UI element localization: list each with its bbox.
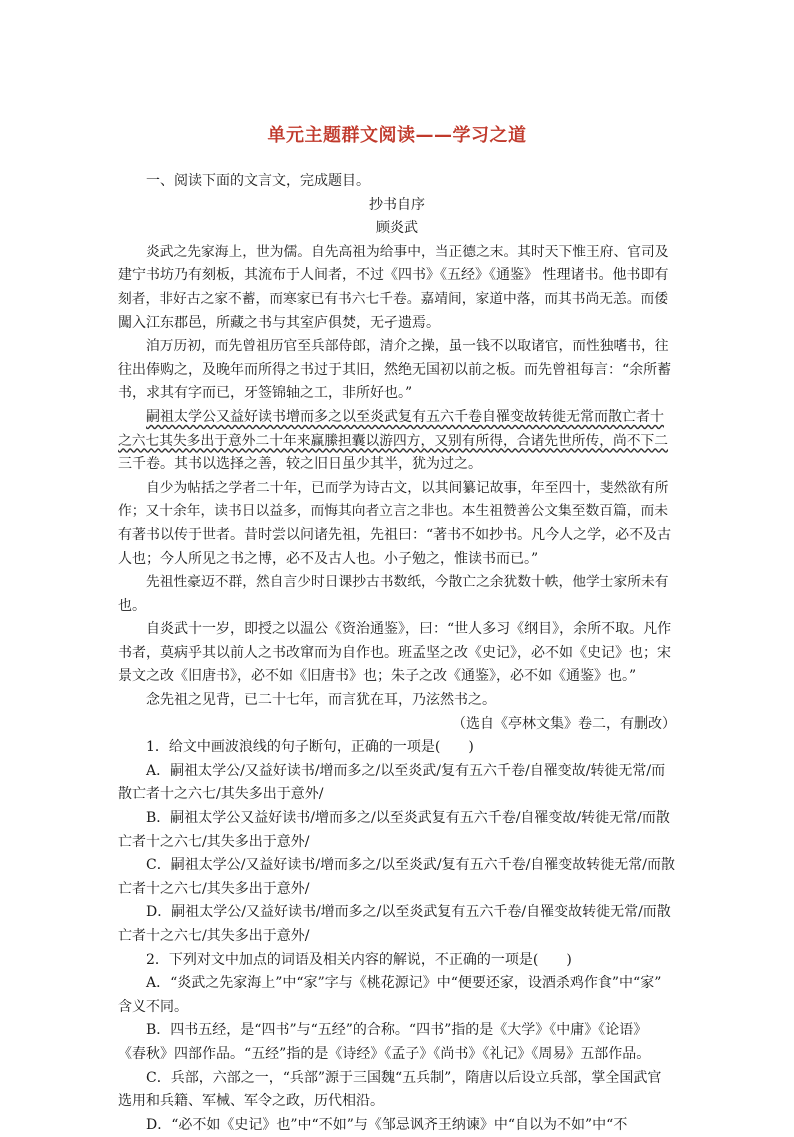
question-2-option-b: B．四书五经，是“四书”与“五经”的合称。“四书”指的是《大学》《中庸》《论语》 bbox=[146, 1022, 648, 1039]
document-title: 单元主题群文阅读——学习之道 bbox=[267, 125, 527, 146]
passage-line: 洎万历初，而先曾祖历官至兵部侍郎，清介之操，虽一钱不以取诸官，而性独嗜书，往 bbox=[146, 338, 669, 355]
question-1-option-b-cont: 亡者十之六七/其失多出于意外/ bbox=[118, 833, 310, 850]
question-1-option-a: A．嗣祖太学公/又益好读书/增而多之/以至炎武/复有五六千卷/自罹变故/转徙无常/而 bbox=[146, 762, 666, 779]
passage-line: 书，求其有字而已，牙签锦轴之工，非所好也。” bbox=[118, 385, 413, 402]
passage-line: 建宁书坊乃有刻板，其流布于人间者，不过《四书》《五经》《通鉴》 性理诸书。他书即有 bbox=[118, 267, 669, 284]
wavy-underlined-text: 之六七其失多出于意外二十年来赢縢担囊以游四方，又别有所得，合诸先世所传，尚不下二 bbox=[118, 432, 669, 449]
passage-line: 闖入江东郡邑，所藏之书与其室庐俱焚，无孑遗焉。 bbox=[118, 314, 440, 331]
wavy-underlined-text: 嗣祖太学公又益好读书增而多之以至炎武复有五六千卷自罹变故转徙无常而散亡者十 bbox=[146, 408, 664, 425]
question-2-option-c-cont: 选用和兵籍、军械、军令之政，历代相沿。 bbox=[118, 1093, 384, 1110]
question-2-option-b-cont: 《春秋》四部作品。“五经”指的是《诗经》《孟子》《尚书》《礼记》《周易》五部作品。 bbox=[118, 1045, 651, 1062]
question-1-option-d-cont: 亡者十之六七/其失多出于意外/ bbox=[118, 928, 310, 944]
question-1-option-b: B．嗣祖太学公又益好读书/增而多之/以至炎武复有五六千卷/自罹变故/转徙无常/而散 bbox=[146, 810, 670, 827]
passage-title: 抄书自序 bbox=[369, 196, 425, 213]
question-1-option-c: C．嗣祖太学公/又益好读书/增而多之/以至炎武/复有五六千卷/自罹变故转徙无常/而散 bbox=[146, 857, 676, 874]
section-heading: 一、阅读下面的文言文，完成题目。 bbox=[146, 173, 370, 189]
passage-line: 往出俸购之，及晚年而所得之书过于其旧，然绝无国初以前之板。而先曾祖每言：“余所蓄 bbox=[118, 361, 672, 378]
question-2-stem: 2．下列对文中加点的词语及相关内容的解说，不正确的一项是( ) bbox=[146, 951, 572, 968]
question-2-option-a: A．“炎武之先家海上”中“家”字与《桃花源记》中“便要还家，设酒杀鸡作食”中“家” bbox=[146, 975, 662, 992]
question-2-option-d: D．“必不如《史记》也”中“不如”与《邹忌讽齐王纳谏》中“自以为不如”中“不 bbox=[146, 1116, 628, 1133]
passage-line: 人也；今人所见之书之博，必不及古人也。小子勉之，惟读书而已。” bbox=[118, 550, 539, 567]
question-1-option-a-cont: 散亡者十之六七/其失多出于意外/ bbox=[118, 786, 324, 803]
question-2-option-c: C．兵部，六部之一，“兵部”源于三国魏“五兵制”，隋唐以后设立兵部，掌全国武官 bbox=[146, 1069, 662, 1086]
passage-line: 作；又十余年，读书日以益多，而悔其向者立言之非也。本生祖赞善公文集至数百篇，而未 bbox=[118, 503, 669, 520]
passage-line: 有著书以传于世者。昔时尝以问诸先祖，先祖曰：“著书不如抄书。凡今人之学，必不及古 bbox=[118, 526, 672, 543]
question-2-option-a-cont: 含义不同。 bbox=[118, 998, 188, 1015]
passage-line: 三千卷。其书以选择之善，较之旧日虽少其半，犹为过之。 bbox=[118, 456, 482, 473]
passage-line: 也。 bbox=[118, 597, 146, 614]
passage-line: 先祖性豪迈不群，然自言少时日课抄古书数纸，今散亡之余犹数十帙，他学士家所未有 bbox=[146, 574, 669, 591]
passage-line: 景文之改《旧唐书》，必不如《旧唐书》也；朱子之改《通鉴》，必不如《通鉴》也。” bbox=[118, 668, 637, 685]
document-body bbox=[118, 170, 676, 1137]
passage-source: （选自《亭林文集》卷二，有删改） bbox=[452, 715, 676, 732]
passage-line-wavy bbox=[118, 406, 676, 430]
question-1-option-d: D．嗣祖太学公/又益好读书/增而多之/以至炎武复有五六千卷/自罹变故转徙无常/而散 bbox=[146, 904, 671, 921]
passage-line: 炎武之先家海上，世为儒。自先高祖为给事中，当正德之末。其时天下惟王府、官司及 bbox=[146, 243, 669, 260]
passage-author: 顾炎武 bbox=[376, 220, 418, 237]
passage-line: 刻者，非好古之家不蓄，而寒家已有书六七千卷。嘉靖间，家道中落，而其书尚无恙。而倭 bbox=[118, 290, 669, 307]
passage-line: 念先祖之见背，已二十七年，而言犹在耳，乃泫然书之。 bbox=[146, 692, 496, 709]
passage-line: 自炎武十一岁，即授之以温公《资治通鉴》，曰：“世人多习《纲目》，余所不取。凡作 bbox=[146, 621, 672, 638]
passage-line: 书者，莫病乎其以前人之书改窜而为自作也。班孟坚之改《史记》，必不如《史记》也；宋 bbox=[118, 644, 671, 661]
passage-line: 自少为帖括之学者二十年，已而学为诗古文，以其间纂记故事，年至四十，斐然欲有所 bbox=[146, 479, 669, 496]
question-1-option-c-cont: 亡者十之六七/其失多出于意外/ bbox=[118, 880, 310, 897]
passage-line-wavy bbox=[118, 430, 676, 454]
question-1-stem: 1．给文中画波浪线的句子断句，正确的一项是( ) bbox=[146, 739, 474, 756]
